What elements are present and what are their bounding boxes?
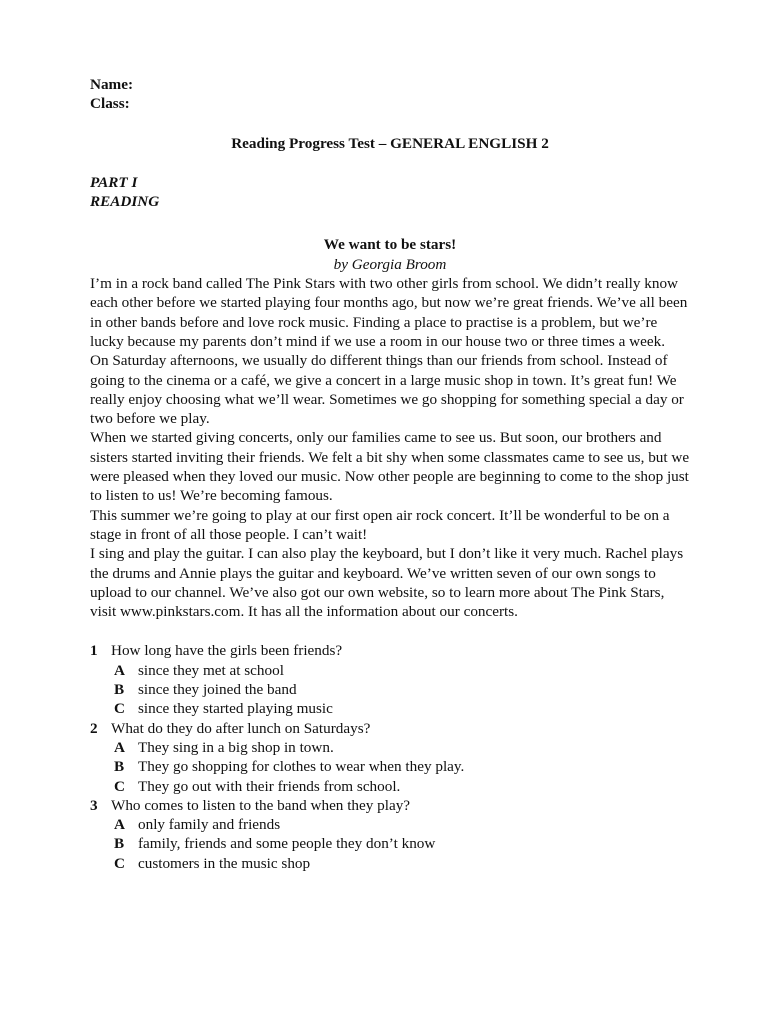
question-text: How long have the girls been friends? (111, 642, 343, 660)
option-letter: B (114, 681, 125, 699)
option-text: They sing in a big shop in town. (138, 738, 334, 756)
option-letter: A (114, 738, 125, 756)
test-title: Reading Progress Test – GENERAL ENGLISH 2 (231, 134, 549, 152)
question-row (90, 796, 690, 815)
option-letter: C (114, 854, 125, 872)
story-author: by Georgia Broom (333, 255, 447, 273)
story-paragraph: On Saturday afternoons, we usually do different things than our friends from school. Instead of going to the cinema or a café, we give a concert in a large music shop in town. It’s great fun! We really enjoy choosing what we’ll wear. Sometimes we go shopping for something special a day or two before we play. (90, 352, 684, 428)
question-2 (90, 719, 690, 796)
question-row (90, 641, 690, 660)
option-letter: C (114, 700, 125, 718)
story-paragraph: When we started giving concerts, only our families came to see us. But soon, our brothers and sisters started inviting their friends. We felt a bit shy when some classmates came to see us, but we were pleased when they loved our music. Now other people are beginning to come to the shop just to listen to us! We’re becoming famous. (90, 429, 690, 505)
answer-option (90, 757, 690, 776)
option-text: They go shopping for clothes to wear when they play. (138, 758, 465, 776)
option-letter: B (114, 835, 125, 853)
option-text: since they started playing music (138, 700, 333, 718)
question-number: 3 (90, 796, 98, 814)
class-label: Class: (90, 95, 130, 113)
option-letter: A (114, 816, 125, 834)
option-text: only family and friends (138, 816, 281, 834)
story-body (90, 274, 690, 621)
answer-option (90, 834, 690, 853)
section-label: READING (90, 193, 160, 211)
option-letter: B (114, 758, 125, 776)
part-label: PART I (90, 173, 138, 191)
option-text: family, friends and some people they don’t know (138, 835, 436, 853)
question-1 (90, 641, 690, 718)
question-list (90, 641, 690, 873)
answer-option (90, 699, 690, 718)
option-text: customers in the music shop (138, 854, 311, 872)
document-content (90, 75, 690, 873)
name-label: Name: (90, 76, 134, 93)
option-text: since they met at school (138, 661, 284, 679)
option-letter: A (114, 661, 125, 679)
answer-option (90, 777, 690, 796)
answer-option (90, 815, 690, 834)
option-text: They go out with their friends from school. (138, 777, 401, 795)
option-letter: C (114, 777, 125, 795)
answer-option (90, 738, 690, 757)
answer-option (90, 680, 690, 699)
story-paragraph: I’m in a rock band called The Pink Stars with two other girls from school. We didn’t really know each other before we started playing four months ago, but now we’re great friends. We’ve all been in other bands before and love rock music. Finding a place to practise is a problem, but we’re lucky because my parents don’t mind if we use a room in our house two or three times a week. (90, 275, 688, 350)
story-title: We want to be stars! (323, 236, 457, 254)
question-number: 2 (90, 719, 98, 737)
answer-option (90, 661, 690, 680)
question-3 (90, 796, 690, 873)
question-text: What do they do after lunch on Saturdays? (111, 719, 371, 737)
story-paragraph: This summer we’re going to play at our first open air rock concert. It’ll be wonderful to be on a stage in front of all those people. I can’t wait! (90, 506, 670, 543)
answer-option (90, 854, 690, 873)
question-row (90, 719, 690, 738)
question-text: Who comes to listen to the band when they play? (111, 796, 411, 814)
story-paragraph: I sing and play the guitar. I can also play the keyboard, but I don’t like it very much. Rachel plays the drums and Annie plays the guitar and keyboard. We’ve written seven of our own songs to upload to our channel. We’ve also got our own website, so to learn more about The Pink Stars, visit www.pinkstars.com. It has all the information about our concerts. (90, 545, 684, 621)
option-text: since they joined the band (138, 681, 297, 699)
question-number: 1 (90, 642, 98, 660)
part-heading (90, 173, 690, 212)
